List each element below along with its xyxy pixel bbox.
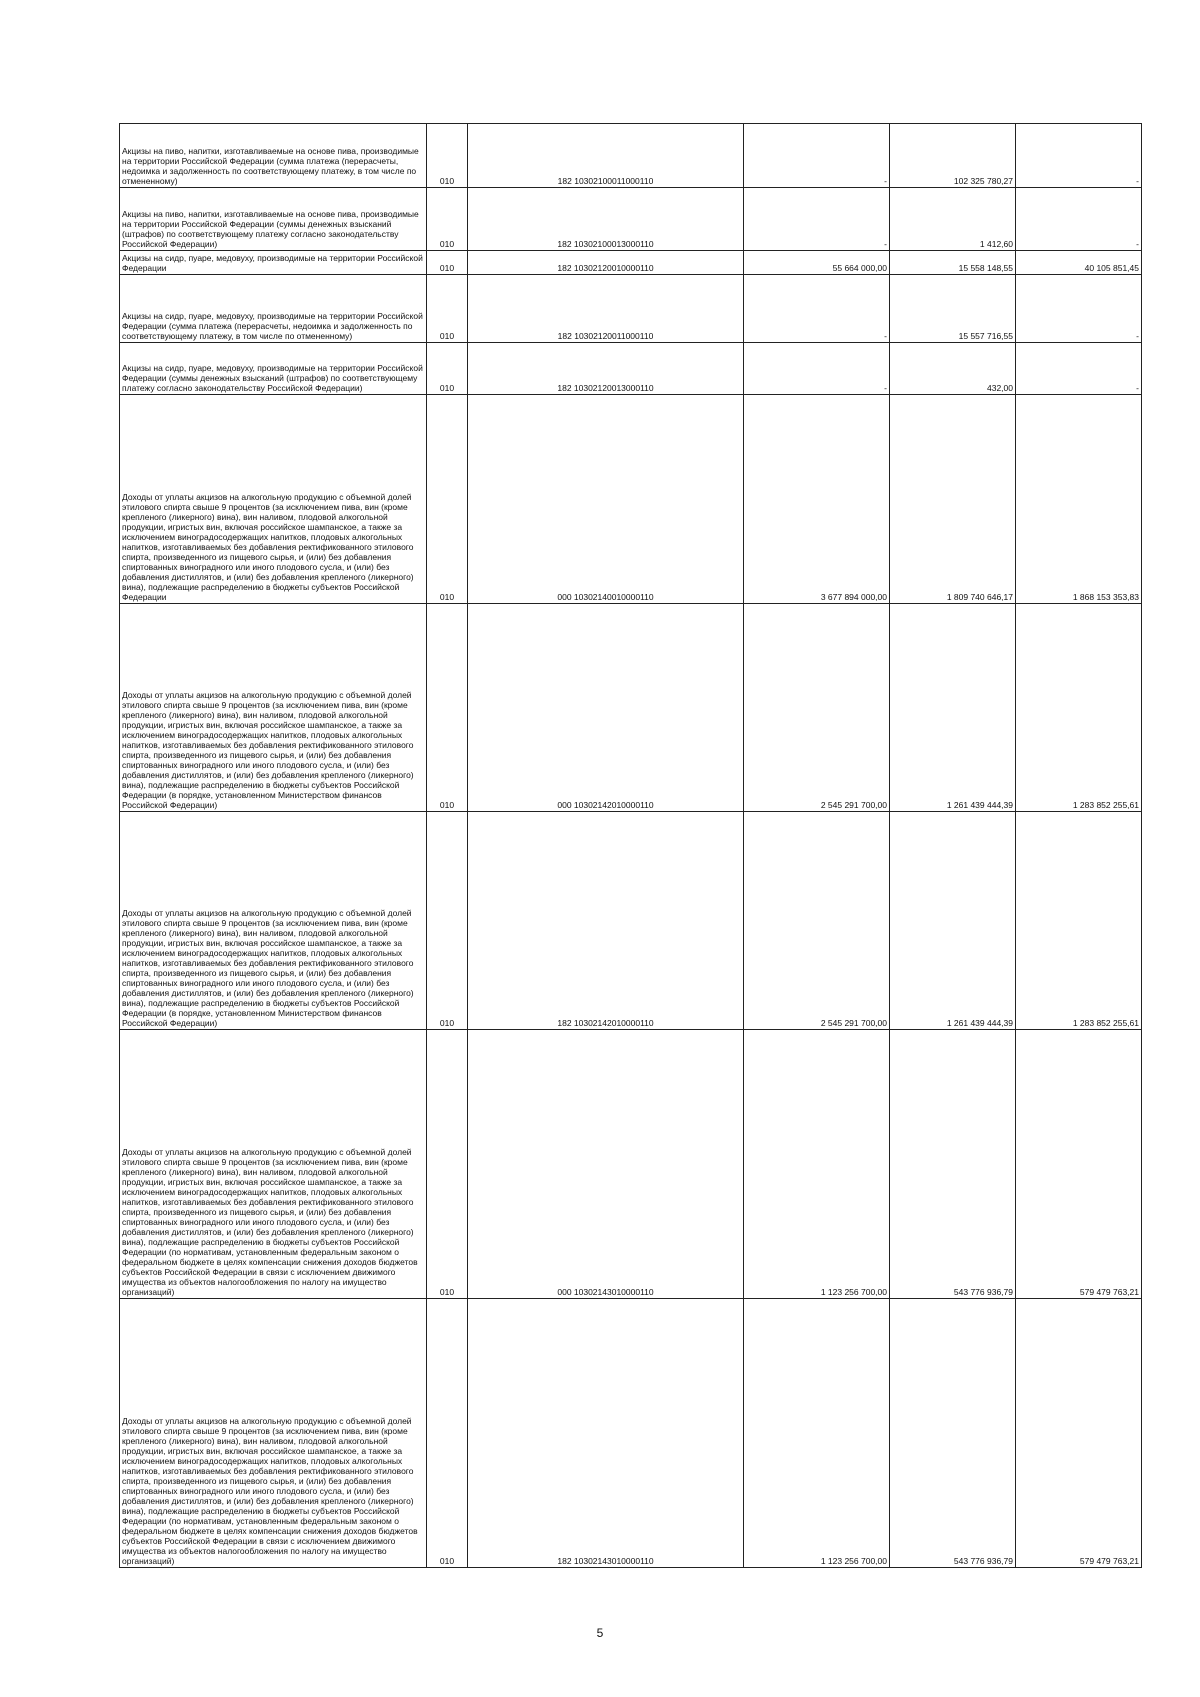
row-name: Доходы от уплаты акцизов на алкогольную продукцию с объемной долей этилового спирта свыше 9 процентов (за исключением пива, вин (кроме крепленого (ликерного) вина), вин наливом, плодовой алкогольной продукции, игристых вин, включая российское шампанское, а также за исключением виноградосодержащих напитков, плодовых алкогольных напитков, изготавливаемых без добавления ректификованного этилового спирта, произведенного из пищевого сырья, и (или) без добавления спиртованных виноградного или иного плодового сусла, и (или) без добавления дистиллятов, и (или) без добавления крепленого (ликерного) вина), подлежащие распределению в бюджеты субъектов Российской Федерации (по нормативам, установленным федеральным законом о федеральном бюджете в целях компенсации снижения доходов бюджетов субъектов Российской Федерации в связи с исключением движимого имущества из объектов налогообложения по налогу на имущество организаций): [120, 1030, 427, 1299]
row-revenue-code: 182 10302142010000110: [468, 812, 744, 1030]
row-executed: 1 261 439 444,39: [890, 812, 1016, 1030]
row-name: Доходы от уплаты акцизов на алкогольную продукцию с объемной долей этилового спирта свыше 9 процентов (за исключением пива, вин (кроме крепленого (ликерного) вина), вин наливом, плодовой алкогольной продукции, игристых вин, включая российское шампанское, а также за исключением виноградосодержащих напитков, плодовых алкогольных напитков, изготавливаемых без добавления ректификованного этилового спирта, произведенного из пищевого сырья, и (или) без добавления спиртованных виноградного или иного плодового сусла, и (или) без добавления дистиллятов, и (или) без добавления крепленого (ликерного) вина), подлежащие распределению в бюджеты субъектов Российской Федерации (в порядке, установленном Министерством финансов Российской Федерации): [120, 604, 427, 812]
row-approved: -: [744, 124, 890, 188]
table-row: [120, 343, 1142, 395]
row-name: Акцизы на сидр, пуаре, медовуху, производимые на территории Российской Федерации: [120, 251, 427, 275]
table-row: [120, 812, 1142, 1030]
row-approved: 3 677 894 000,00: [744, 395, 890, 604]
row-unexecuted: -: [1016, 343, 1142, 395]
row-executed: 1 412,60: [890, 188, 1016, 251]
row-approved: 1 123 256 700,00: [744, 1030, 890, 1299]
row-line-code: 010: [427, 251, 468, 275]
row-name: Доходы от уплаты акцизов на алкогольную продукцию с объемной долей этилового спирта свыше 9 процентов (за исключением пива, вин (кроме крепленого (ликерного) вина), вин наливом, плодовой алкогольной продукции, игристых вин, включая российское шампанское, а также за исключением виноградосодержащих напитков, плодовых алкогольных напитков, изготавливаемых без добавления ректификованного этилового спирта, произведенного из пищевого сырья, и (или) без добавления спиртованных виноградного или иного плодового сусла, и (или) без добавления дистиллятов, и (или) без добавления крепленого (ликерного) вина), подлежащие распределению в бюджеты субъектов Российской Федерации (в порядке, установленном Министерством финансов Российской Федерации): [120, 812, 427, 1030]
row-approved: -: [744, 188, 890, 251]
row-revenue-code: 182 10302120013000110: [468, 343, 744, 395]
row-executed: 102 325 780,27: [890, 124, 1016, 188]
row-revenue-code: 182 10302143010000110: [468, 1299, 744, 1568]
row-executed: 543 776 936,79: [890, 1030, 1016, 1299]
row-line-code: 010: [427, 124, 468, 188]
row-revenue-code: 182 10302120010000110: [468, 251, 744, 275]
row-unexecuted: 579 479 763,21: [1016, 1299, 1142, 1568]
row-executed: 15 557 716,55: [890, 275, 1016, 343]
row-revenue-code: 182 10302100013000110: [468, 188, 744, 251]
row-name: Доходы от уплаты акцизов на алкогольную продукцию с объемной долей этилового спирта свыше 9 процентов (за исключением пива, вин (кроме крепленого (ликерного) вина), вин наливом, плодовой алкогольной продукции, игристых вин, включая российское шампанское, а также за исключением виноградосодержащих напитков, плодовых алкогольных напитков, изготавливаемых без добавления ректификованного этилового спирта, произведенного из пищевого сырья, и (или) без добавления спиртованных виноградного или иного плодового сусла, и (или) без добавления дистиллятов, и (или) без добавления крепленого (ликерного) вина), подлежащие распределению в бюджеты субъектов Российской Федерации: [120, 395, 427, 604]
row-name: Акцизы на сидр, пуаре, медовуху, производимые на территории Российской Федерации (суммы денежных взысканий (штрафов) по соответствующему платежу согласно законодательству Российской Федерации): [120, 343, 427, 395]
row-name: Акцизы на пиво, напитки, изготавливаемые на основе пива, производимые на территории Российской Федерации (суммы денежных взысканий (штрафов) по соответствующему платежу согласно законодательству Российской Федерации): [120, 188, 427, 251]
table-row: [120, 1030, 1142, 1299]
row-unexecuted: 1 868 153 353,83: [1016, 395, 1142, 604]
row-line-code: 010: [427, 395, 468, 604]
row-name: Акцизы на пиво, напитки, изготавливаемые на основе пива, производимые на территории Российской Федерации (сумма платежа (перерасчеты, недоимка и задолженность по соответствующему платежу, в том числе по отмененному): [120, 124, 427, 188]
table-row: [120, 1299, 1142, 1568]
row-line-code: 010: [427, 1030, 468, 1299]
row-unexecuted: 1 283 852 255,61: [1016, 812, 1142, 1030]
row-unexecuted: -: [1016, 124, 1142, 188]
table-row: [120, 604, 1142, 812]
row-executed: 15 558 148,55: [890, 251, 1016, 275]
row-unexecuted: 1 283 852 255,61: [1016, 604, 1142, 812]
row-name: Доходы от уплаты акцизов на алкогольную продукцию с объемной долей этилового спирта свыше 9 процентов (за исключением пива, вин (кроме крепленого (ликерного) вина), вин наливом, плодовой алкогольной продукции, игристых вин, включая российское шампанское, а также за исключением виноградосодержащих напитков, плодовых алкогольных напитков, изготавливаемых без добавления ректификованного этилового спирта, произведенного из пищевого сырья, и (или) без добавления спиртованных виноградного или иного плодового сусла, и (или) без добавления дистиллятов, и (или) без добавления крепленого (ликерного) вина), подлежащие распределению в бюджеты субъектов Российской Федерации (по нормативам, установленным федеральным законом о федеральном бюджете в целях компенсации снижения доходов бюджетов субъектов Российской Федерации в связи с исключением движимого имущества из объектов налогообложения по налогу на имущество организаций): [120, 1299, 427, 1568]
page-number: 5: [596, 1626, 604, 1640]
row-unexecuted: -: [1016, 188, 1142, 251]
row-unexecuted: 40 105 851,45: [1016, 251, 1142, 275]
row-executed: 432,00: [890, 343, 1016, 395]
row-line-code: 010: [427, 604, 468, 812]
row-executed: 543 776 936,79: [890, 1299, 1016, 1568]
row-line-code: 010: [427, 812, 468, 1030]
row-name: Акцизы на сидр, пуаре, медовуху, производимые на территории Российской Федерации (сумма платежа (перерасчеты, недоимка и задолженность по соответствующему платежу, в том числе по отмененному): [120, 275, 427, 343]
row-revenue-code: 182 10302120011000110: [468, 275, 744, 343]
row-executed: 1 809 740 646,17: [890, 395, 1016, 604]
row-line-code: 010: [427, 343, 468, 395]
table-row: [120, 251, 1142, 275]
row-approved: -: [744, 343, 890, 395]
row-unexecuted: -: [1016, 275, 1142, 343]
row-approved: 55 664 000,00: [744, 251, 890, 275]
table-row: [120, 275, 1142, 343]
revenue-table: [119, 123, 1142, 1568]
table-row: [120, 188, 1142, 251]
row-line-code: 010: [427, 275, 468, 343]
row-revenue-code: 000 10302143010000110: [468, 1030, 744, 1299]
row-approved: 2 545 291 700,00: [744, 812, 890, 1030]
row-approved: 1 123 256 700,00: [744, 1299, 890, 1568]
row-revenue-code: 182 10302100011000110: [468, 124, 744, 188]
revenue-table-container: [119, 123, 1142, 1568]
row-revenue-code: 000 10302140010000110: [468, 395, 744, 604]
row-approved: 2 545 291 700,00: [744, 604, 890, 812]
table-row: [120, 395, 1142, 604]
row-executed: 1 261 439 444,39: [890, 604, 1016, 812]
table-row: [120, 124, 1142, 188]
row-revenue-code: 000 10302142010000110: [468, 604, 744, 812]
row-line-code: 010: [427, 1299, 468, 1568]
row-approved: -: [744, 275, 890, 343]
row-line-code: 010: [427, 188, 468, 251]
row-unexecuted: 579 479 763,21: [1016, 1030, 1142, 1299]
